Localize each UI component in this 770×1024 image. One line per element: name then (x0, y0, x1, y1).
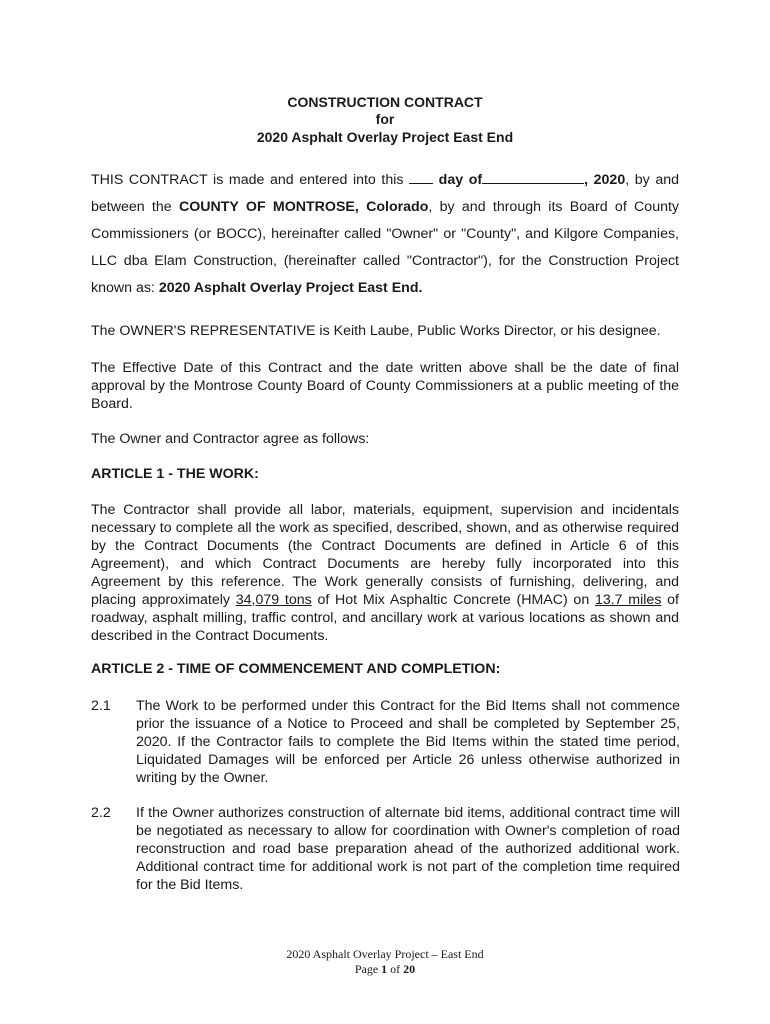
month-blank (482, 171, 584, 184)
article-1-heading: ARTICLE 1 - THE WORK: (91, 466, 259, 482)
article-2-heading: ARTICLE 2 - TIME OF COMMENCEMENT AND COMPLETION: (91, 661, 501, 677)
county-name: COUNTY OF MONTROSE, Colorado (178, 199, 429, 215)
intro-paragraph: THIS CONTRACT is made and entered into this day of , 2020, by and between the COUNTY OF MONTROSE, Colorado, by and through its Board of County Commissioners (or BOCC), hereinafter called "Owner" or "County", and Kilgore Companies, LLC dba Elam Construction, (hereinafter called "Contractor"), for the Construction Project known as: 2020 Asphalt Overlay Project East End. (91, 172, 680, 296)
agreement-statement: The Owner and Contractor agree as follows: (91, 431, 370, 447)
tons-quantity: 34,079 tons (235, 592, 312, 608)
section-2-2-number: 2.2 (91, 805, 111, 821)
contract-title: CONSTRUCTION CONTRACT (287, 94, 483, 110)
effective-date-paragraph: The Effective Date of this Contract and the date written above shall be the date of final approval by the Montrose County Board of County Commissioners at a public meeting of the Board. (91, 360, 679, 412)
project-name: 2020 Asphalt Overlay Project East End. (158, 280, 423, 296)
section-2-1-text: The Work to be performed under this Contract for the Bid Items shall not commence prior the issuance of a Notice to Proceed and shall be completed by September 25, 2020. If the Contractor fails to complete the Bid Items within the stated time period, Liquidated Damages will be enforced per Article 26 unless otherwise authorized in writing by the Owner. (136, 698, 680, 786)
article-1-paragraph: The Contractor shall provide all labor, materials, equipment, supervision and incidentals necessary to complete all the work as specified, described, shown, and as otherwise required by the Contract Documents (the Contract Documents are defined in Article 6 of this Agreement), and which Contract Documents are hereby fully incorporated into this Agreement by this reference. The Work generally consists of furnishing, delivering, and placing approximately 34,079 tons of Hot Mix Asphaltic Concrete (HMAC) on 13.7 miles of roadway, asphalt milling, traffic control, and ancillary work at various locations as shown and described in the Contract Documents. (91, 502, 679, 644)
contract-title-for: for (375, 111, 395, 127)
owner-representative-paragraph: The OWNER'S REPRESENTATIVE is Keith Laube, Public Works Director, or his designee. (91, 323, 661, 339)
day-blank (409, 171, 433, 184)
footer-project-name: 2020 Asphalt Overlay Project – East End (286, 947, 484, 961)
section-2-1-number: 2.1 (91, 698, 111, 714)
section-2-2-text: If the Owner authorizes construction of alternate bid items, additional contract time will be negotiated as necessary to allow for coordination with Owner's completion of road reconstruction and road base preparation ahead of the authorized additional work. Additional contract time for additional work is not part of the completion time required for the Bid Items. (136, 805, 680, 893)
project-name-title: 2020 Asphalt Overlay Project East End (256, 129, 514, 145)
page-number: Page 1 of 20 (354, 962, 416, 976)
miles-quantity: 13.7 miles (594, 592, 662, 608)
